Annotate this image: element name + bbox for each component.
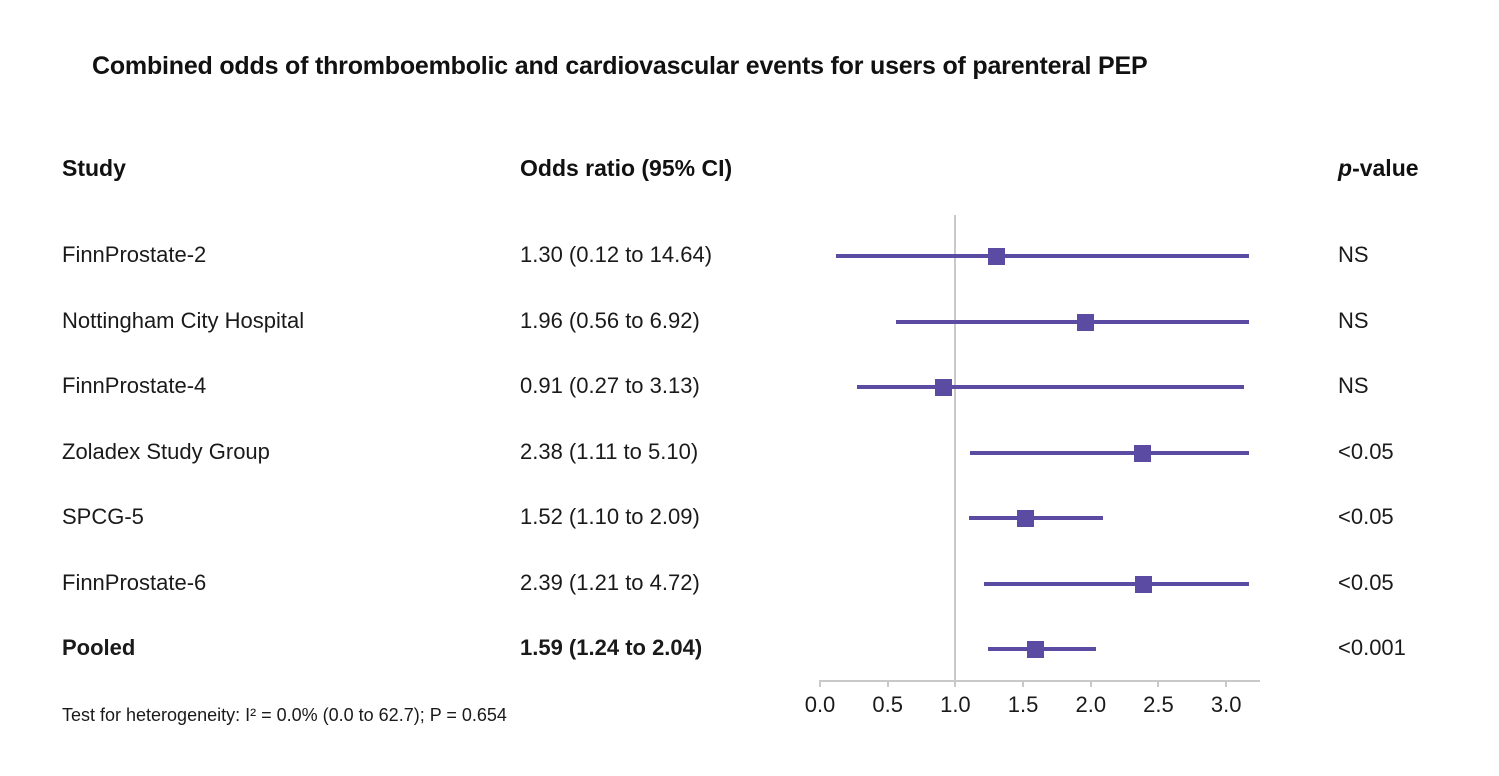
p-italic: p [1338, 155, 1353, 181]
axis-tick [819, 680, 821, 687]
confidence-interval-row [820, 441, 1260, 465]
effect-size-text: 2.39 (1.21 to 4.72) [520, 569, 700, 595]
column-header-p-value [1338, 155, 1419, 182]
axis-tick-label: 3.0 [1210, 692, 1242, 717]
point-estimate-marker [1017, 510, 1034, 527]
p-value-text: NS [1338, 307, 1369, 333]
ci-whisker [970, 451, 1249, 455]
p-value-text: <0.05 [1338, 504, 1394, 529]
study-label: SPCG-5 [62, 504, 144, 529]
axis-tick [1225, 680, 1227, 687]
heterogeneity-footnote: Test for heterogeneity: I² = 0.0% (0.0 to 62.7); P = 0.654 [62, 705, 507, 725]
study-label: Pooled [62, 635, 136, 660]
p-value-text: <0.05 [1338, 569, 1394, 595]
p-value-text: NS [1338, 373, 1369, 398]
confidence-interval-row [820, 637, 1260, 661]
effect-size-text: 1.96 (0.56 to 6.92) [520, 307, 700, 333]
point-estimate-marker [935, 379, 952, 396]
p-suffix: -value [1352, 155, 1419, 181]
column-header-odds-ratio: Odds ratio (95% CI) [520, 155, 733, 181]
point-estimate-marker [1077, 314, 1094, 331]
axis-tick-label: 1.5 [1007, 692, 1039, 717]
effect-size-text: 1.52 (1.10 to 2.09) [520, 504, 700, 529]
ci-whisker [836, 254, 1249, 258]
axis-tick [954, 680, 956, 687]
study-label: Nottingham City Hospital [62, 307, 305, 333]
page-title: Combined odds of thromboembolic and cardiovascular events for users of parenteral PEP [92, 52, 1148, 80]
ci-whisker [984, 582, 1249, 586]
column-header-study: Study [62, 155, 126, 181]
confidence-interval-row [820, 506, 1260, 530]
confidence-interval-row [820, 572, 1260, 596]
x-axis [804, 680, 1260, 740]
axis-tick-label: 1.0 [940, 692, 971, 717]
p-value-text: <0.05 [1338, 438, 1394, 464]
effect-size-text: 1.59 (1.24 to 2.04) [520, 635, 703, 660]
axis-tick-label: 0.5 [872, 692, 903, 717]
point-estimate-marker [988, 248, 1005, 265]
axis-tick-label: 0.0 [804, 692, 836, 717]
axis-tick-label: 2.0 [1075, 692, 1107, 717]
axis-tick [887, 680, 889, 687]
confidence-interval-row [820, 244, 1260, 268]
ci-whisker [969, 516, 1103, 520]
confidence-interval-row [820, 375, 1260, 399]
ci-whisker [857, 385, 1244, 389]
axis-tick [1022, 680, 1024, 687]
effect-size-text: 0.91 (0.27 to 3.13) [520, 373, 700, 398]
p-value-text: <0.001 [1338, 635, 1406, 660]
confidence-interval-row [820, 310, 1260, 334]
study-label: FinnProstate-6 [62, 569, 207, 595]
effect-size-text: 2.38 (1.11 to 5.10) [520, 438, 699, 464]
axis-tick [1157, 680, 1159, 687]
ci-whisker [896, 320, 1249, 324]
study-label: FinnProstate-2 [62, 242, 207, 267]
point-estimate-marker [1027, 641, 1044, 658]
point-estimate-marker [1135, 576, 1152, 593]
axis-tick [1090, 680, 1092, 687]
study-label: Zoladex Study Group [62, 438, 270, 464]
study-label: FinnProstate-4 [62, 373, 207, 398]
point-estimate-marker [1134, 445, 1151, 462]
effect-size-text: 1.30 (0.12 to 14.64) [520, 242, 713, 267]
plot-area [820, 215, 1260, 680]
p-value-text: NS [1338, 242, 1369, 267]
axis-tick-label: 2.5 [1143, 692, 1174, 717]
